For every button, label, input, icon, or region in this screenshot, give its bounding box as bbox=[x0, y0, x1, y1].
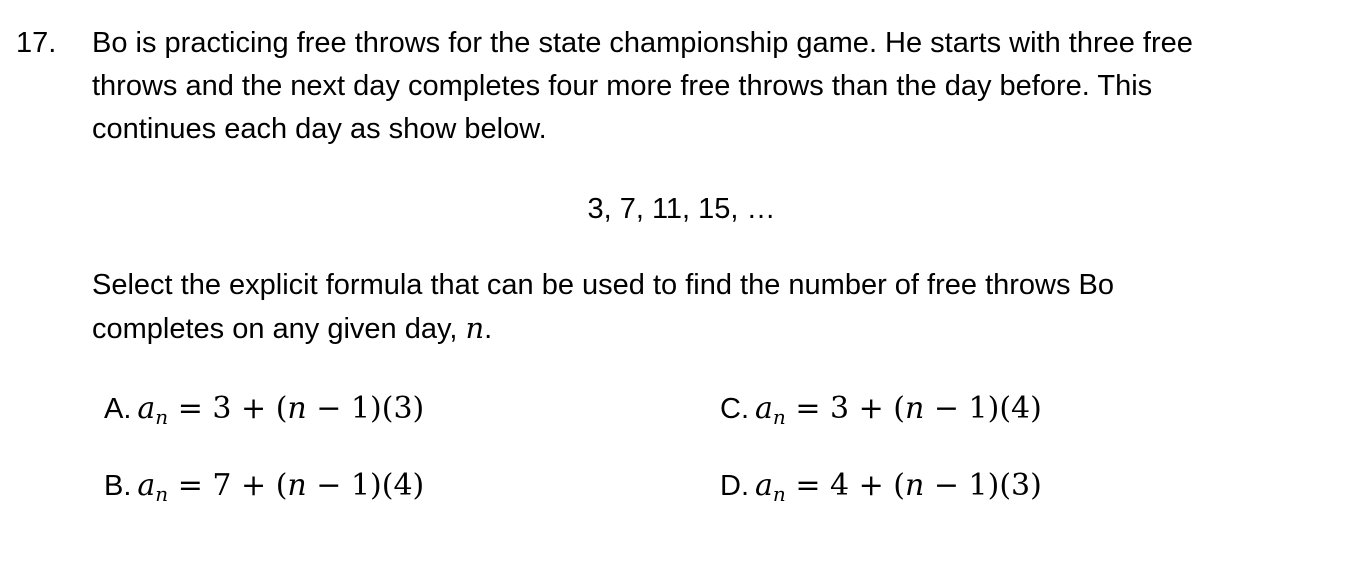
choice-formula: $a_n = 4 + (n - 1)(3)$ bbox=[755, 468, 1042, 506]
number-sequence bbox=[0, 189, 1353, 229]
answer-choice-c[interactable] bbox=[720, 389, 1042, 429]
question-number: 17. bbox=[16, 27, 57, 59]
choice-letter: B. bbox=[104, 470, 132, 502]
question-prompt bbox=[92, 264, 1114, 351]
stem-line: Bo is practicing free throws for the state championship game. He starts with three free bbox=[92, 27, 1193, 59]
prompt-variable: n bbox=[465, 311, 485, 345]
choice-letter: D. bbox=[720, 470, 749, 502]
choice-formula: $a_n = 3 + (n - 1)(4)$ bbox=[755, 391, 1042, 429]
prompt-period: . bbox=[484, 313, 493, 345]
sequence-text: 3, 7, 11, 15, … bbox=[587, 193, 776, 225]
question-stem bbox=[92, 22, 1342, 151]
choice-formula: $a_n = 7 + (n - 1)(4)$ bbox=[137, 468, 425, 506]
prompt-line: Select the explicit formula that can be used to find the number of free throws Bo bbox=[92, 269, 1115, 301]
prompt-line bbox=[92, 307, 1114, 351]
answer-choice-a[interactable] bbox=[104, 389, 424, 429]
answer-choice-d[interactable] bbox=[720, 466, 1042, 506]
stem-line: continues each day as show below. bbox=[92, 113, 547, 145]
stem-line: throws and the next day completes four more free throws than the day before. This bbox=[92, 70, 1153, 102]
choice-letter: A. bbox=[104, 393, 132, 425]
answer-choice-b[interactable] bbox=[104, 466, 424, 506]
prompt-line-text: completes on any given day, bbox=[92, 313, 466, 345]
choice-letter: C. bbox=[720, 393, 749, 425]
choice-formula: $a_n = 3 + (n - 1)(3)$ bbox=[137, 391, 425, 429]
